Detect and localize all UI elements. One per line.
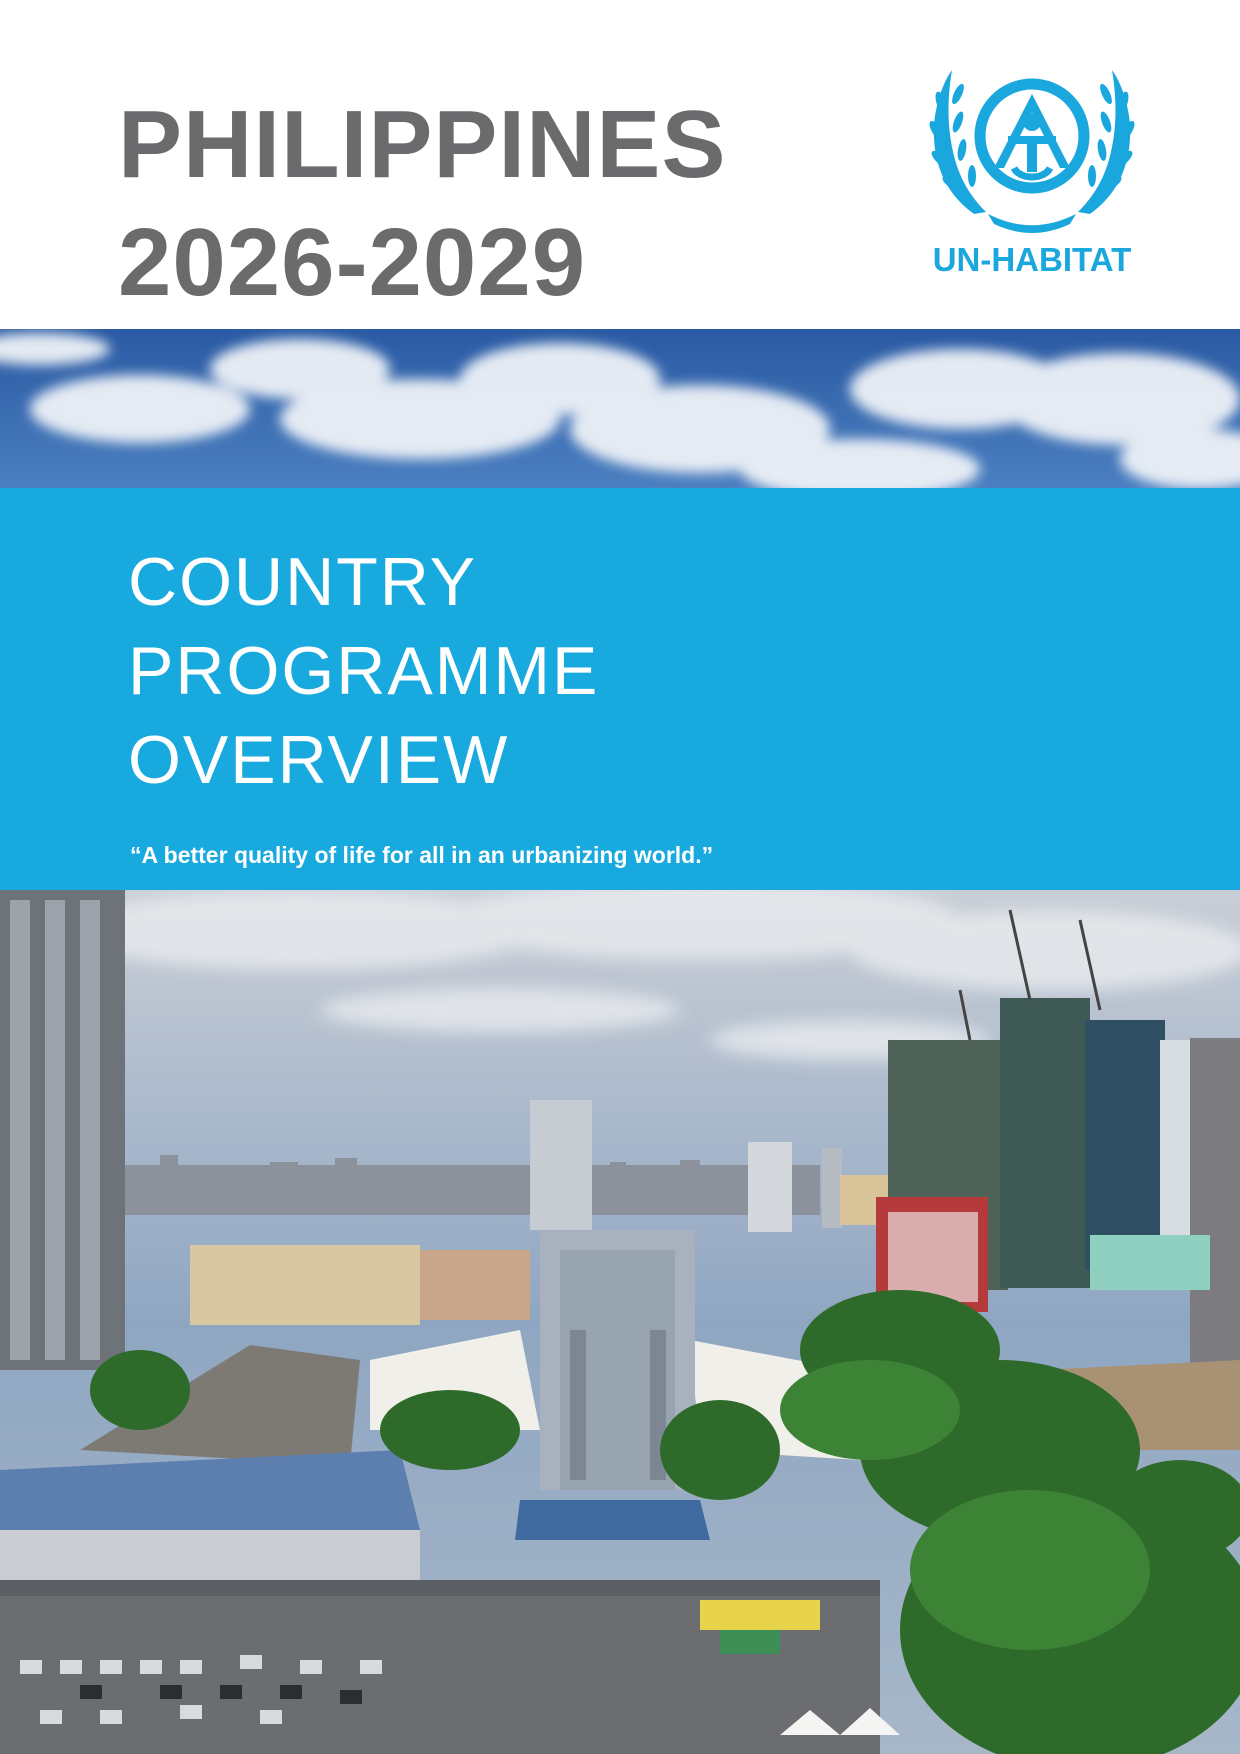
tagline: “A better quality of life for all in an urbanizing world.”	[130, 842, 714, 868]
sky-clouds-image	[0, 329, 1240, 488]
un-habitat-logo	[918, 64, 1146, 288]
country-name: PHILIPPINES	[118, 91, 727, 198]
city-skyline-photo	[0, 890, 1240, 1754]
cover-title	[118, 86, 726, 322]
manila-skyline-image	[0, 890, 1240, 1754]
sky-photo-band	[0, 329, 1240, 488]
un-habitat-emblem-icon	[928, 64, 1136, 234]
title-line-3: OVERVIEW	[128, 722, 510, 798]
title-line-1: COUNTRY	[128, 544, 477, 620]
programme-period: 2026-2029	[118, 209, 587, 316]
title-line-2: PROGRAMME	[128, 633, 600, 709]
logo-wordmark: UN-HABITAT	[932, 241, 1132, 278]
document-title	[128, 538, 599, 805]
